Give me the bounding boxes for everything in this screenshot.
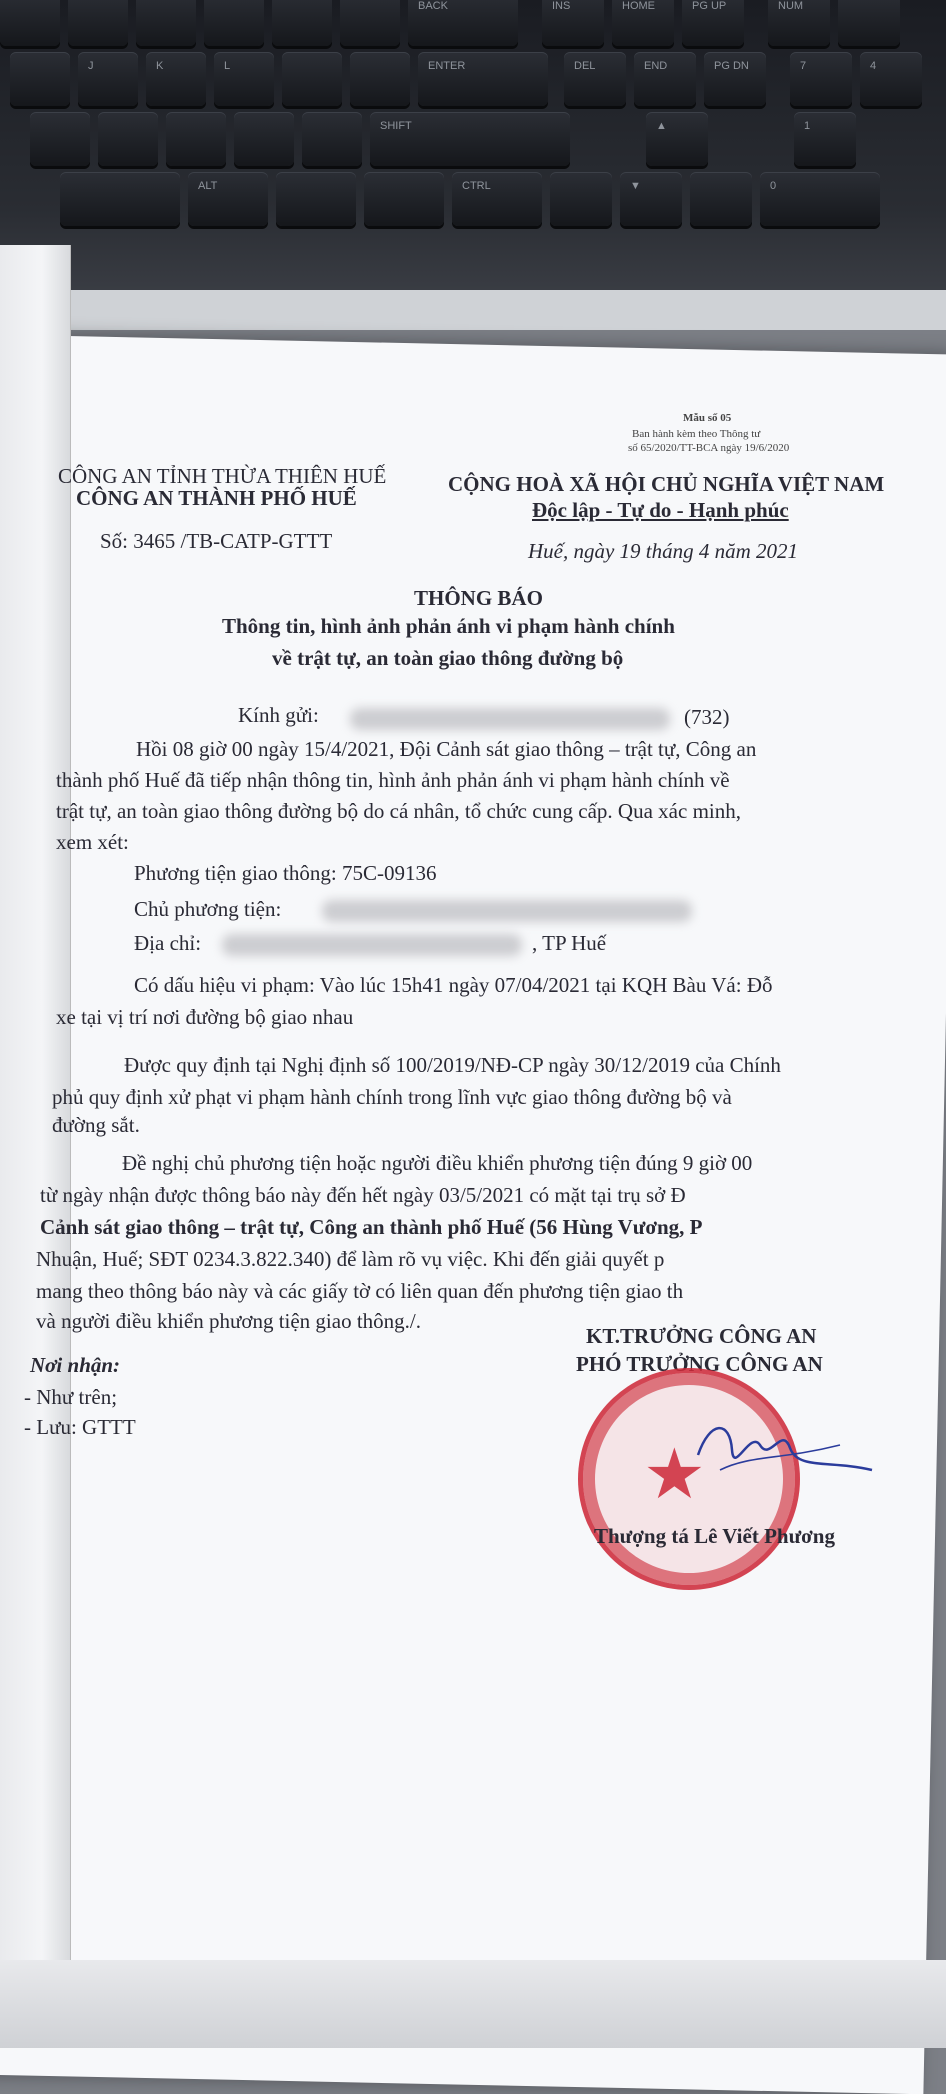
document-title: THÔNG BÁO	[414, 586, 543, 610]
key: 1	[794, 112, 856, 166]
signature-title: KT.TRƯỞNG CÔNG AN	[586, 1324, 817, 1348]
law-line: phủ quy định xử phạt vi phạm hành chính trong lĩnh vực giao thông đường bộ và	[52, 1085, 732, 1109]
desk-edge	[0, 1960, 946, 2048]
redacted-owner	[322, 900, 692, 922]
signature-mark	[690, 1400, 880, 1490]
request-line: từ ngày nhận được thông báo này đến hết ngày 03/5/2021 có mặt tại trụ sở Đ	[40, 1183, 686, 1207]
document-number: Số: 3465 /TB-CATP-GTTT	[100, 529, 333, 553]
key: PG UP	[682, 0, 744, 46]
key: J	[78, 52, 138, 106]
address-city: , TP Huế	[532, 931, 607, 955]
key: ENTER	[418, 52, 548, 106]
document-subtitle: về trật tự, an toàn giao thông đường bộ	[272, 646, 624, 670]
signature-title: PHÓ TRƯỞNG CÔNG AN	[576, 1352, 823, 1376]
violation-line: xe tại vị trí nơi đường bộ giao nhau	[56, 1005, 354, 1029]
law-line: Được quy định tại Nghị định số 100/2019/NĐ-CP ngày 30/12/2019 của Chính	[124, 1053, 781, 1077]
recipients-title: Nơi nhận:	[30, 1353, 121, 1377]
recipient-item: - Lưu: GTTT	[24, 1415, 136, 1439]
request-line: và người điều khiển phương tiện giao thông./.	[36, 1309, 422, 1333]
key: 7	[790, 52, 852, 106]
key: DEL	[564, 52, 626, 106]
nation-motto: Độc lập - Tự do - Hạnh phúc	[532, 498, 789, 522]
request-line: Cảnh sát giao thông – trật tự, Công an thành phố Huế (56 Hùng Vương, P	[40, 1215, 703, 1239]
key: INS	[542, 0, 604, 46]
paragraph-line: xem xét:	[56, 830, 129, 854]
key: CTRL	[452, 172, 542, 226]
recipient-item: - Như trên;	[24, 1385, 118, 1409]
key: NUM	[768, 0, 830, 46]
key: 0	[760, 172, 880, 226]
owner-label: Chủ phương tiện:	[134, 897, 282, 921]
form-label: Mẫu số 05	[683, 412, 732, 424]
nation-title: CỘNG HOÀ XÃ HỘI CHỦ NGHĨA VIỆT NAM	[448, 472, 885, 496]
request-line: mang theo thông báo này và các giấy tờ có liên quan đến phương tiện giao th	[36, 1279, 684, 1303]
paragraph-line: thành phố Huế đã tiếp nhận thông tin, hình ảnh phản ánh vi phạm hành chính về	[56, 768, 730, 792]
key: 4	[860, 52, 922, 106]
key: HOME	[612, 0, 674, 46]
key: ALT	[188, 172, 268, 226]
agency-parent: CÔNG AN TỈNH THỪA THIÊN HUẾ	[58, 464, 387, 488]
signer-name: Thượng tá Lê Viết Phương	[594, 1524, 835, 1548]
agency-name: CÔNG AN THÀNH PHỐ HUẾ	[76, 486, 357, 510]
law-line: đường sắt.	[52, 1113, 140, 1137]
key: L	[214, 52, 274, 106]
paragraph-line: Hồi 08 giờ 00 ngày 15/4/2021, Đội Cảnh sát giao thông – trật tự, Công an	[136, 737, 757, 761]
document-subtitle: Thông tin, hình ảnh phản ánh vi phạm hành chính	[222, 614, 675, 638]
address-label: Địa chỉ:	[134, 931, 202, 955]
form-note: số 65/2020/TT-BCA ngày 19/6/2020	[628, 442, 790, 454]
paragraph-line: trật tự, an toàn giao thông đường bộ do cá nhân, tổ chức cung cấp. Qua xác minh,	[56, 799, 741, 823]
redacted-address	[222, 934, 522, 956]
redacted-addressee	[350, 708, 670, 730]
addressee-code: (732)	[684, 705, 730, 729]
request-line: Đề nghị chủ phương tiện hoặc người điều khiển phương tiện đúng 9 giờ 00	[122, 1151, 753, 1175]
form-note: Ban hành kèm theo Thông tư	[632, 428, 761, 440]
key: K	[146, 52, 206, 106]
violation-line: Có dấu hiệu vi phạm: Vào lúc 15h41 ngày 07/04/2021 tại KQH Bàu Vá: Đỗ	[134, 973, 773, 997]
place-date: Huế, ngày 19 tháng 4 năm 2021	[528, 539, 799, 563]
key: BACK	[408, 0, 518, 46]
addressee-label: Kính gửi:	[238, 703, 319, 727]
vehicle-plate: Phương tiện giao thông: 75C-09136	[134, 861, 437, 885]
up-arrow-key: ▲	[646, 112, 708, 166]
key: PG DN	[704, 52, 766, 106]
key: SHIFT	[370, 112, 570, 166]
key: END	[634, 52, 696, 106]
star-icon: ★	[643, 1437, 706, 1514]
down-arrow-key: ▼	[620, 172, 682, 226]
request-line: Nhuận, Huế; SĐT 0234.3.822.340) để làm rõ vụ việc. Khi đến giải quyết p	[36, 1247, 665, 1271]
